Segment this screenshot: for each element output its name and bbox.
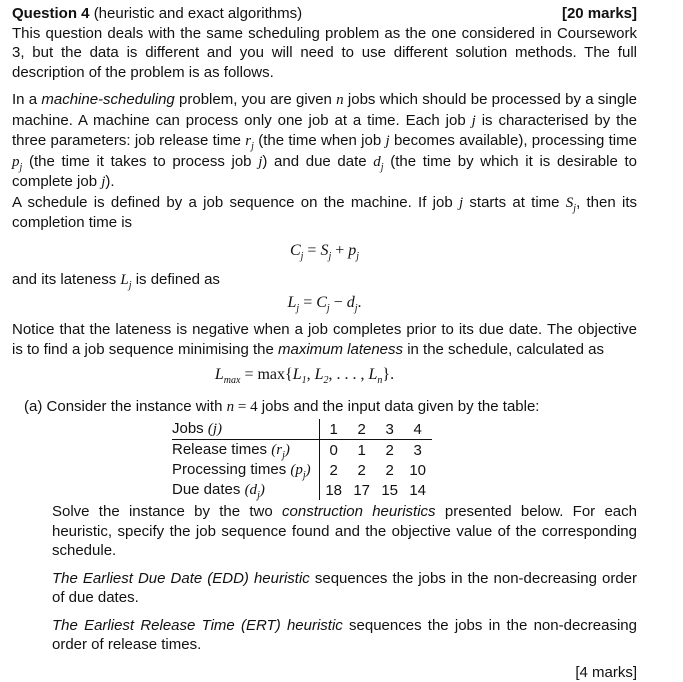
- part-a-intro: (a) Consider the instance with n = 4 jobs and the input data given by the table:: [24, 397, 637, 418]
- table-cell: 3: [376, 419, 404, 440]
- table-cell: 17: [348, 480, 376, 500]
- table-row-label: Jobs (j): [172, 419, 319, 440]
- table-cell: 1: [348, 440, 376, 461]
- table-cell: 2: [376, 440, 404, 461]
- equation-completion-time: $C_j = S_j + p_j$: [12, 241, 637, 261]
- part-a-marks: [4 marks]: [12, 663, 637, 682]
- table-cell: 0: [319, 440, 348, 461]
- edd-heuristic: The Earliest Due Date (EDD) heuristic sequences the jobs in the non-decreasing order of due dates.: [52, 569, 637, 608]
- table-row-label: Processing times $(p_j)$: [172, 460, 319, 480]
- question-header: [12, 4, 637, 24]
- table-cell: 2: [319, 460, 348, 480]
- table-cell: 18: [319, 480, 348, 500]
- objective-paragraph: Notice that the lateness is negative when a job completes prior to its due date. The objective is to find a job sequence minimising the maximum lateness in the schedule, calculated as: [12, 320, 637, 359]
- part-a-label: (a): [24, 398, 42, 415]
- question-number: Question 4: [12, 5, 90, 22]
- table-row: [172, 480, 432, 500]
- table-row: [172, 419, 432, 440]
- ert-heuristic-name: The Earliest Release Time (ERT) heuristic: [52, 617, 343, 634]
- input-data-table: [172, 419, 432, 500]
- table-cell: 3: [404, 440, 432, 461]
- intro-paragraph: This question deals with the same scheduling problem as the one considered in Coursework 3, but the data is different and you will need to use different solution methods. The full description of the problem is as follows.: [12, 24, 637, 83]
- term-maximum-lateness: maximum lateness: [278, 341, 403, 358]
- problem-paragraph-1: In a machine-scheduling problem, you are given n jobs which should be processed by a single machine. A machine can process only one job at a time. Each job j is characterised by the three parameters: job release time $r_j$ (the time when job j becomes available), processing time $p_j$ (the time it takes to process job j) and due date $d_j$ (the time by which it is desirable to complete job j).: [12, 90, 637, 193]
- term-machine-scheduling: machine-scheduling: [41, 91, 174, 108]
- table-cell: 14: [404, 480, 432, 500]
- question-marks: [20 marks]: [562, 4, 637, 24]
- table-cell: 2: [376, 460, 404, 480]
- table-row-label: Due dates $(d_j)$: [172, 480, 319, 500]
- table-cell: 15: [376, 480, 404, 500]
- table-row: [172, 440, 432, 461]
- problem-paragraph-2: A schedule is defined by a job sequence on the machine. If job j starts at time $S_j$, then its completion time is: [12, 193, 637, 233]
- edd-heuristic-name: The Earliest Due Date (EDD) heuristic: [52, 570, 310, 587]
- lateness-intro: and its lateness $L_j$ is defined as: [12, 270, 637, 291]
- table-cell: 10: [404, 460, 432, 480]
- table-row: [172, 460, 432, 480]
- table-cell: 1: [319, 419, 348, 440]
- table-row-label: Release times $(r_j)$: [172, 440, 319, 461]
- table-cell: 4: [404, 419, 432, 440]
- ert-heuristic: The Earliest Release Time (ERT) heuristic sequences the jobs in the non-decreasing order of release times.: [52, 616, 637, 655]
- equation-lmax: $L_{max} = \max\{L_1$, $L_2$, . . . , $L_n$}.: [0, 365, 637, 385]
- table-cell: 2: [348, 419, 376, 440]
- table-cell: 2: [348, 460, 376, 480]
- term-construction-heuristics: construction heuristics: [282, 503, 436, 520]
- part-a-instructions: Solve the instance by the two construction heuristics presented below. For each heuristic, specify the job sequence found and the objective value of the corresponding schedule.: [52, 502, 637, 561]
- equation-lateness: $L_j = C_j - d_j$.: [12, 293, 637, 313]
- question-subtitle: (heuristic and exact algorithms): [94, 5, 302, 22]
